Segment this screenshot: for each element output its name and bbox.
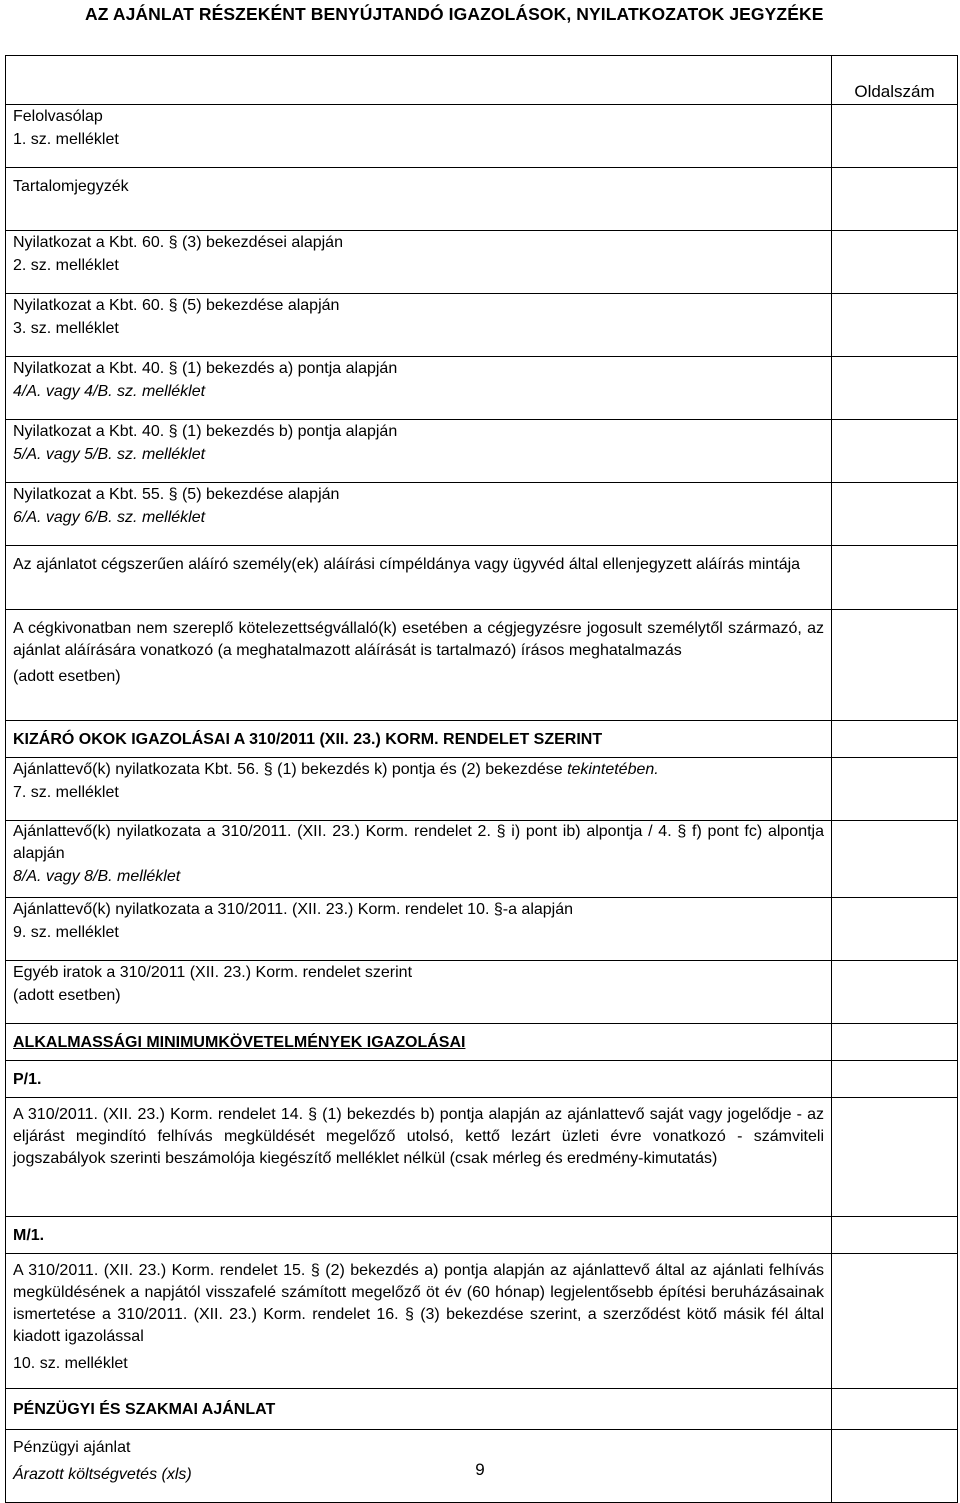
document-cell xyxy=(6,483,832,546)
section-heading xyxy=(6,1061,832,1098)
document-cell xyxy=(6,105,832,168)
page-number-cell xyxy=(832,1024,958,1061)
document-cell xyxy=(6,610,832,721)
table-row xyxy=(6,294,958,357)
section-title: ALKALMASSÁGI MINIMUMKÖVETELMÉNYEK IGAZOLÁSAI xyxy=(13,1033,466,1051)
page-number-cell xyxy=(832,758,958,821)
item-title: Nyilatkozat a Kbt. 60. § (5) bekezdése alapján xyxy=(13,297,340,314)
item-title: Tartalomjegyzék xyxy=(13,178,129,195)
section-row xyxy=(6,1024,958,1061)
document-cell xyxy=(6,1254,832,1389)
document-cell xyxy=(6,420,832,483)
section-heading xyxy=(6,721,832,758)
table-row xyxy=(6,105,958,168)
table-row xyxy=(6,610,958,721)
item-annex: 7. sz. melléklet xyxy=(13,784,119,801)
section-row xyxy=(6,1389,958,1430)
table-row xyxy=(6,168,958,231)
item-title: Pénzügyi ajánlat xyxy=(13,1439,131,1456)
item-title: Egyéb iratok a 310/2011 (XII. 23.) Korm. rendelet szerint xyxy=(13,964,413,981)
page-number-cell xyxy=(832,898,958,961)
page-number-cell xyxy=(832,1389,958,1430)
page-number-cell xyxy=(832,1061,958,1098)
item-title: Ajánlattevő(k) nyilatkozata a 310/2011. (XII. 23.) Korm. rendelet 10. §-a alapján xyxy=(13,901,574,918)
document-title: AZ AJÁNLAT RÉSZEKÉNT BENYÚJTANDÓ IGAZOLÁSOK, NYILATKOZATOK JEGYZÉKE xyxy=(85,4,824,24)
page-number-cell xyxy=(832,105,958,168)
document-cell xyxy=(6,758,832,821)
item-annex: 9. sz. melléklet xyxy=(13,924,119,941)
page-number-cell xyxy=(832,231,958,294)
section-row xyxy=(6,721,958,758)
table-row xyxy=(6,758,958,821)
item-title xyxy=(13,758,824,781)
item-description: A cégkivonatban nem szereplő kötelezettségvállaló(k) esetében a cégjegyzésre jogosult személytől származó, az ajánlat aláírására vonatkozó (a meghatalmazott aláírását is tartalmazó) írásos meghatalmazás xyxy=(13,620,824,659)
item-title: Nyilatkozat a Kbt. 40. § (1) bekezdés b) pontja alapján xyxy=(13,423,398,440)
item-title: Nyilatkozat a Kbt. 55. § (5) bekezdése alapján xyxy=(13,486,340,503)
item-annex: 5/A. vagy 5/B. sz. melléklet xyxy=(13,446,206,463)
page-number-cell xyxy=(832,821,958,898)
page-number-cell xyxy=(832,610,958,721)
item-description: Ajánlattevő(k) nyilatkozata a 310/2011. (XII. 23.) Korm. rendelet 2. § i) pont ib) alpontja / 4. § f) pont fc) alpontja alapján xyxy=(13,823,824,862)
item-note: (adott esetben) xyxy=(13,668,121,685)
section-row xyxy=(6,1217,958,1254)
document-cell xyxy=(6,961,832,1024)
item-annex: 2. sz. melléklet xyxy=(13,257,119,274)
page-number-cell xyxy=(832,1098,958,1217)
document-list-table xyxy=(5,55,958,1503)
page-number-cell xyxy=(832,1254,958,1389)
header-cell-document xyxy=(6,56,832,105)
table-row xyxy=(6,483,958,546)
item-title: Nyilatkozat a Kbt. 40. § (1) bekezdés a) pontja alapján xyxy=(13,360,398,377)
page-number-cell xyxy=(832,294,958,357)
table-row xyxy=(6,357,958,420)
page-number-cell xyxy=(832,420,958,483)
section-row xyxy=(6,1061,958,1098)
document-cell xyxy=(6,231,832,294)
page-number: 9 xyxy=(475,1460,485,1479)
page-number-cell xyxy=(832,1217,958,1254)
section-title: PÉNZÜGYI ÉS SZAKMAI AJÁNLAT xyxy=(13,1400,276,1418)
document-cell xyxy=(6,294,832,357)
table-row xyxy=(6,231,958,294)
page-number-cell xyxy=(832,483,958,546)
document-cell xyxy=(6,357,832,420)
document-cell xyxy=(6,821,832,898)
table-row xyxy=(6,821,958,898)
page-number-cell xyxy=(832,961,958,1024)
header-cell-page: Oldalszám xyxy=(832,56,958,105)
item-annex: Árazott költségvetés (xls) xyxy=(13,1466,192,1483)
item-title: Felolvasólap xyxy=(13,108,103,125)
item-annex: 8/A. vagy 8/B. melléklet xyxy=(13,868,181,885)
section-heading xyxy=(6,1389,832,1430)
section-title: KIZÁRÓ OKOK IGAZOLÁSAI A 310/2011 (XII. 23.) KORM. RENDELET SZERINT xyxy=(13,730,603,748)
item-description: A 310/2011. (XII. 23.) Korm. rendelet 15. § (2) bekezdés a) pontja alapján az ajánlattevő által az ajánlati felhívás megküldésének a napjától visszafelé számított megelőző öt év (60 hónap) legjelentősebb építési beruházásainak ismertetése a 310/2011. (XII. 23.) Korm. rendelet 16. § (3) bekezdése szerint, a szerződést kötő másik fél által kiadott igazolással xyxy=(13,1262,824,1345)
item-annex: 6/A. vagy 6/B. sz. melléklet xyxy=(13,509,206,526)
document-cell xyxy=(6,546,832,610)
item-description: A 310/2011. (XII. 23.) Korm. rendelet 14. § (1) bekezdés b) pontja alapján az ajánlattevő saját vagy jogelődje - az eljárást megindító felhívás megküldését megelőző utolsó, kettő lezárt üzleti évre vonatkozó - számviteli jogszabályok szerinti beszámolója kiegészítő melléklet nélkül (csak mérleg és eredmény-kimutatás) xyxy=(13,1106,824,1167)
page-number-cell xyxy=(832,546,958,610)
table-row xyxy=(6,898,958,961)
item-title-italic: tekintetében. xyxy=(567,761,659,778)
section-heading xyxy=(6,1024,832,1061)
table-row xyxy=(6,420,958,483)
document-cell xyxy=(6,1098,832,1217)
item-title-main: Ajánlattevő(k) nyilatkozata Kbt. 56. § (1) bekezdés k) pontja és (2) bekezdése xyxy=(13,761,568,778)
item-note: (adott esetben) xyxy=(13,987,121,1004)
page-number-cell xyxy=(832,357,958,420)
item-annex: 4/A. vagy 4/B. sz. melléklet xyxy=(13,383,206,400)
page-number-cell xyxy=(832,721,958,758)
table-row xyxy=(6,1254,958,1389)
item-title: Nyilatkozat a Kbt. 60. § (3) bekezdései alapján xyxy=(13,234,343,251)
section-title: P/1. xyxy=(13,1070,42,1088)
item-annex: 10. sz. melléklet xyxy=(13,1355,128,1372)
document-cell xyxy=(6,898,832,961)
item-description: Az ajánlatot cégszerűen aláíró személy(ek) aláírási címpéldánya vagy ügyvéd által ellenjegyzett aláírás mintája xyxy=(13,556,801,573)
page-number-cell xyxy=(832,168,958,231)
document-cell xyxy=(6,168,832,231)
item-annex: 1. sz. melléklet xyxy=(13,131,119,148)
item-annex: 3. sz. melléklet xyxy=(13,320,119,337)
table-row xyxy=(6,546,958,610)
table-header-row xyxy=(6,56,958,105)
table-row xyxy=(6,1098,958,1217)
section-heading xyxy=(6,1217,832,1254)
table-row xyxy=(6,961,958,1024)
section-title: M/1. xyxy=(13,1226,45,1244)
